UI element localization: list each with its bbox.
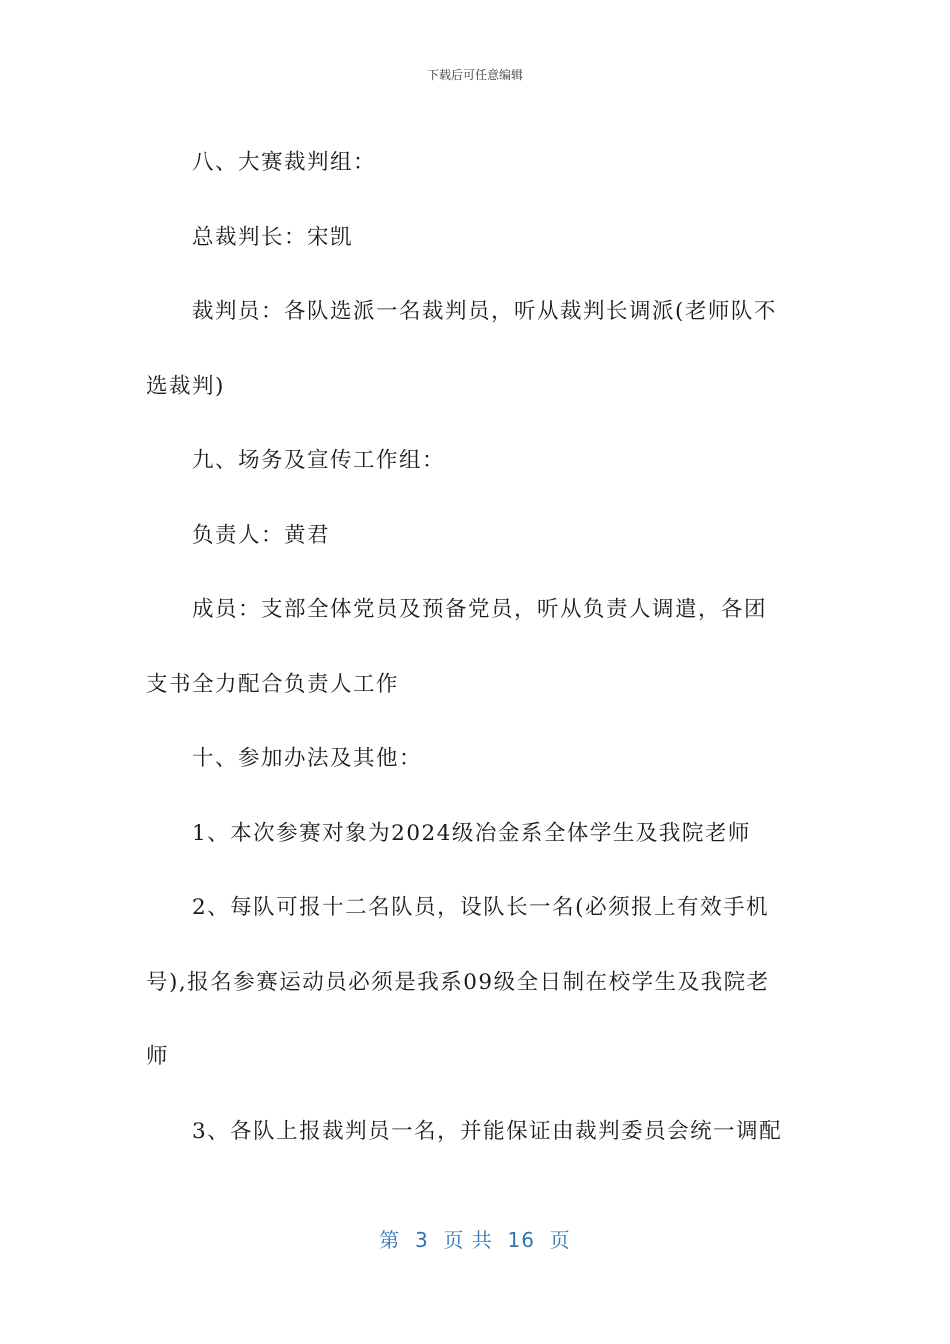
section-heading-referees: 八、大赛裁判组：	[192, 150, 377, 175]
page-header-note: 下载后可任意编辑	[426, 68, 523, 82]
rule-2-line-3: 师	[146, 1044, 170, 1069]
page-number-footer: 第 3 页 共 16 页	[379, 1228, 571, 1252]
chief-referee-line: 总裁判长：宋凯	[192, 224, 354, 250]
rule-1-line: 1、本次参赛对象为2024级冶金系全体学生及我院老师	[192, 820, 751, 846]
members-paragraph-line-2: 支书全力配合负责人工作	[146, 671, 400, 697]
document-body	[146, 126, 806, 1169]
rule-2-line-1: 2、每队可报十二名队员，设队长一名(必须报上有效手机	[192, 895, 770, 920]
rule-3-line: 3、各队上报裁判员一名，并能保证由裁判委员会统一调配	[192, 1118, 783, 1144]
rule-2-line-2: 号),报名参赛运动员必须是我系09级全日制在校学生及我院老	[146, 969, 770, 995]
referee-paragraph-line-1: 裁判员：各队选派一名裁判员，听从裁判长调派(老师队不	[192, 299, 777, 324]
section-heading-venue: 九、场务及宣传工作组：	[192, 448, 446, 473]
members-paragraph-line-1: 成员：支部全体党员及预备党员，听从负责人调遣，各团	[192, 597, 768, 622]
venue-lead-line: 负责人：黄君	[192, 522, 331, 548]
referee-paragraph-line-2: 选裁判)	[146, 373, 225, 399]
section-heading-participation: 十、参加办法及其他：	[192, 746, 423, 771]
